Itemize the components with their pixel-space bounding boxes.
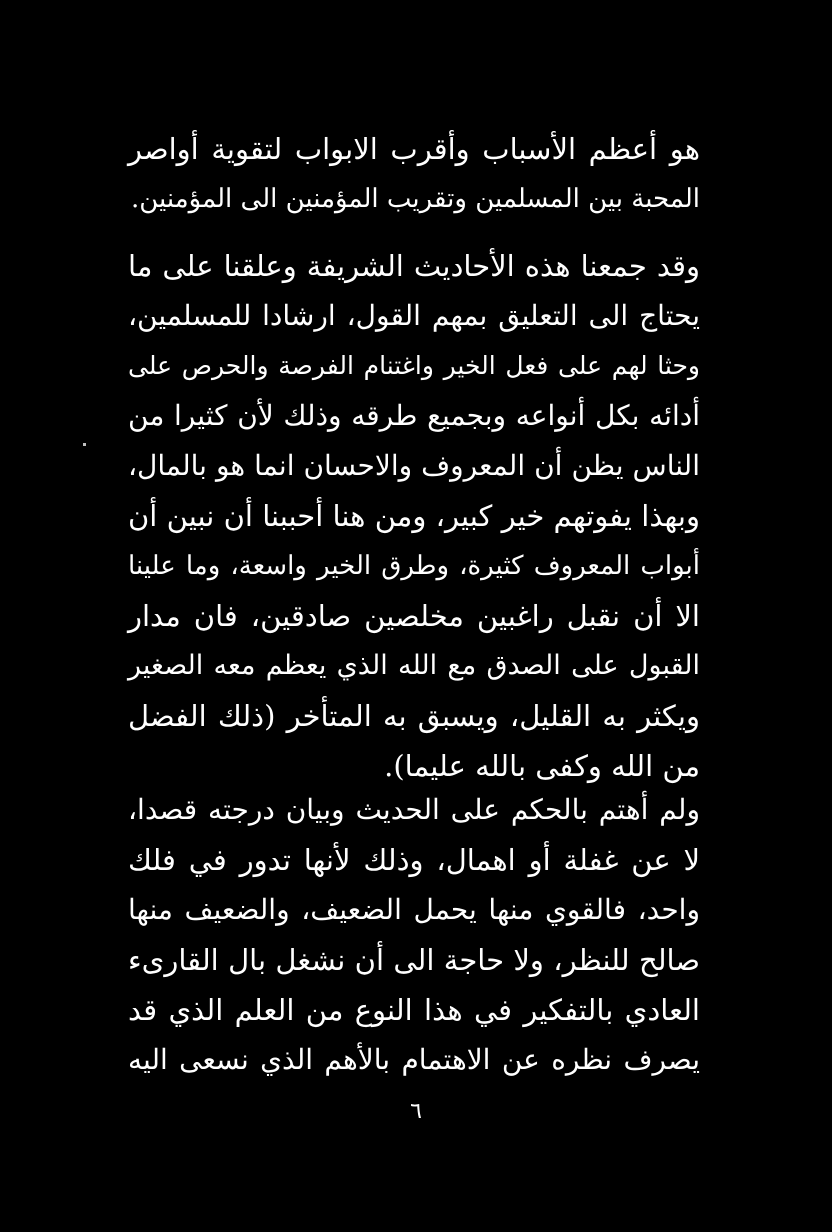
text-line: أبواب المعروف كثيرة، وطرق الخير واسعة، وما علينا [128,551,700,581]
text-line: يصرف نظره عن الاهتمام بالأهم الذي نسعى اليه [128,1043,700,1076]
page-number: ٦ [410,1099,422,1124]
text-line: من الله وكفى بالله عليما). [384,749,700,783]
text-line: واحد، فالقوي منها يحمل الضعيف، والضعيف منها [128,893,700,926]
paragraph-1 [128,124,700,224]
text-line: صالح للنظر، ولا حاجة الى أن نشغل بال القارىء [128,943,700,977]
text-line: يحتاج الى التعليق بمهم القول، ارشادا للمسلمين، [128,299,700,332]
scan-speck [83,443,86,446]
text-line: المحبة بين المسلمين وتقريب المؤمنين الى المؤمنين. [130,184,700,214]
text-line: لا عن غفلة أو اهمال، وذلك لأنها تدور في فلك [128,843,700,877]
text-line: وقد جمعنا هذه الأحاديث الشريفة وعلقنا على ما [128,249,700,283]
text-line: القبول على الصدق مع الله الذي يعظم معه الصغير [128,650,700,681]
text-line: وبهذا يفوتهم خير كبير، ومن هنا أحببنا أن نبين أن [128,499,700,533]
text-line: ولم أهتم بالحكم على الحديث وبيان درجته قصدا، [128,793,700,826]
paragraph-2 [128,241,700,791]
text-line: وحثا لهم على فعل الخير واغتنام الفرصة والحرص على [128,351,700,380]
text-line: هو أعظم الأسباب وأقرب الابواب لتقوية أواصر [128,132,700,166]
text-line: أدائه بكل أنواعه وبجميع طرقه وذلك لأن كثيرا من [128,399,700,432]
paragraph-3 [128,785,700,1085]
text-line: الا أن نقبل راغبين مخلصين صادقين، فان مدار [128,599,700,633]
text-line: الناس يظن أن المعروف والاحسان انما هو بالمال، [128,449,700,482]
text-line: ويكثر به القليل، ويسبق به المتأخر (ذلك الفضل [128,699,700,733]
text-line: العادي بالتفكير في هذا النوع من العلم الذي قد [128,993,700,1027]
